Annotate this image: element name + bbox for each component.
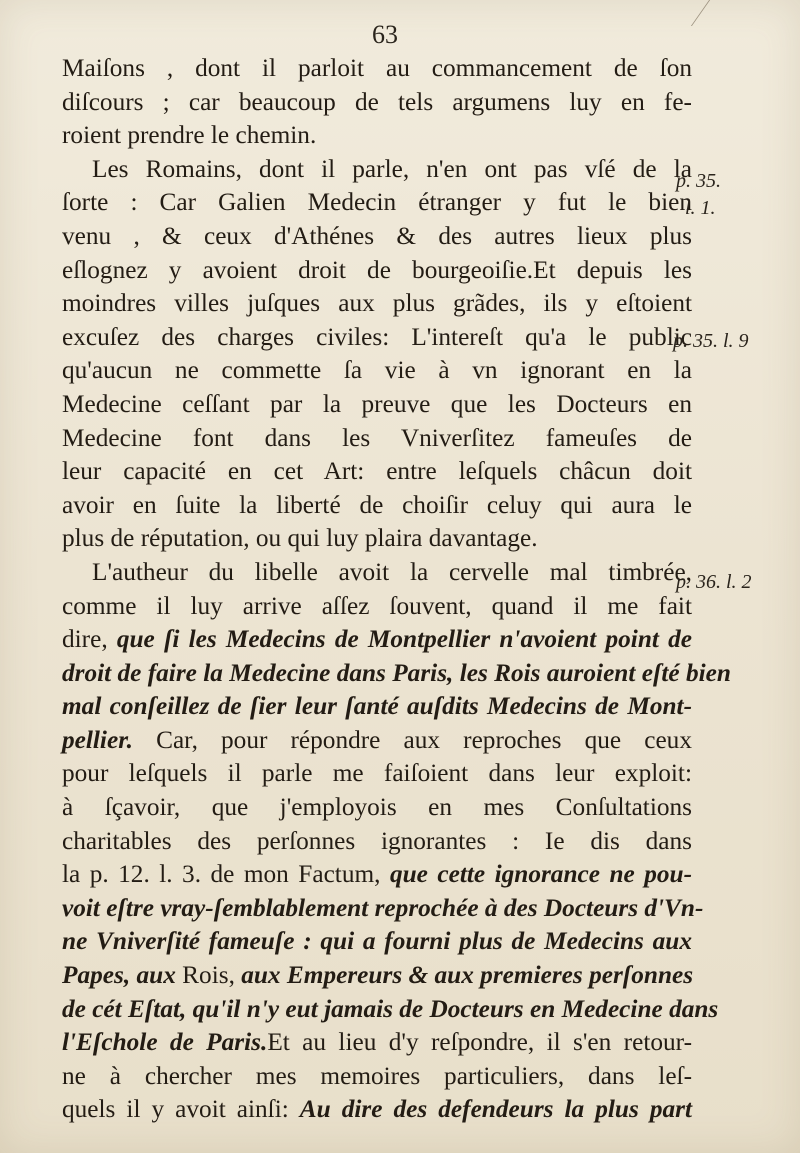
text-line: ne à chercher mes memoires particuliers, dans leſ- (62, 1061, 692, 1090)
roman-segment: Car, pour répondre aux reproches que ceux (156, 725, 692, 754)
roman-segment: dire, (62, 625, 117, 654)
text-line (62, 1026, 692, 1060)
italic-segment: Papes, aux (62, 961, 183, 990)
text-line: comme il luy arrive aſſez ſouvent, quand il me fait (62, 591, 692, 620)
italic-segment: ne Vniverſité fameuſe : qui a fourni plus de Medecins aux (62, 927, 692, 956)
text-line (62, 623, 692, 657)
text-line: Medecine ceſſant par la preuve que les Docteurs en (62, 389, 692, 418)
page-number: 63 (372, 20, 398, 49)
text-line: avoir en ſuite la liberté de choiſir celuy qui aura le (62, 490, 692, 519)
text-line: Medecine font dans les Vniverſitez fameuſes de (62, 423, 692, 452)
text-line: eſlognez y avoient droit de bourgeoiſie.Et depuis les (62, 255, 692, 284)
italic-segment: de cét Eſtat, qu'il n'y eut jamais de Docteurs en Medecine dans (62, 994, 719, 1023)
text-line: moindres villes juſques aux plus grãdes, ils y eſtoient (62, 289, 692, 318)
italic-segment: droit de faire la Medecine dans Paris, les Rois auroient eſté bien (62, 658, 731, 687)
italic-segment: voit eſtre vray-ſemblablement reprochée à des Docteurs d'Vn- (62, 893, 704, 922)
text-line (62, 959, 692, 993)
text-line (62, 1093, 692, 1127)
text-line: charitables des perſonnes ignorantes : Ie dis dans (62, 826, 692, 855)
text-line: Les Romains, dont il parle, n'en ont pas vſé de la (92, 154, 692, 183)
text-line (62, 858, 692, 892)
text-line: Maiſons , dont il parloit au commancement de ſon (62, 54, 692, 82)
italic-segment: pellier. (62, 725, 157, 754)
text-line (62, 724, 692, 758)
margin-note-l1: l. 1. (685, 197, 716, 219)
roman-segment: Rois, (182, 961, 242, 990)
italic-segment: aux Empereurs & aux premieres perſonnes (241, 961, 694, 990)
text-line (62, 892, 704, 926)
text-line: qu'aucun ne commette ſa vie à vn ignorant en la (62, 356, 692, 385)
text-line: roient prendre le chemin. (62, 121, 317, 150)
margin-note-p35: p. 35. (676, 170, 721, 192)
roman-segment: la p. 12. l. 3. de mon Factum, (62, 860, 390, 889)
roman-segment: Et au lieu d'y reſpondre, il s'en retour- (267, 1028, 692, 1057)
text-line (62, 690, 692, 724)
text-line: L'autheur du libelle avoit la cervelle mal timbrée, (92, 557, 692, 586)
text-line (62, 925, 692, 959)
text-line: plus de réputation, ou qui luy plaira davantage. (62, 524, 538, 553)
page-corner-mark (691, 0, 740, 26)
margin-note-p35-l9: p. 35. l. 9 (673, 330, 749, 352)
text-line: à ſçavoir, que j'employois en mes Conſultations (62, 793, 692, 822)
text-line: ſorte : Car Galien Medecin étranger y fut le bien (62, 188, 692, 217)
italic-segment: que ſi les Medecins de Montpellier n'avoient point de (116, 625, 692, 654)
text-line: leur capacité en cet Art: entre leſquels châcun doit (62, 457, 692, 486)
text-line (62, 993, 719, 1027)
text-line: venu , & ceux d'Athénes & des autres lieux plus (62, 221, 692, 250)
italic-segment: l'Eſchole de Paris. (62, 1028, 268, 1057)
text-line: diſcours ; car beaucoup de tels argumens luy en fe- (62, 87, 692, 116)
italic-segment: que cette ignorance ne pou- (389, 860, 692, 889)
roman-segment: quels il y avoit ainſi: (62, 1095, 300, 1124)
text-line: excuſez des charges civiles: L'intereſt qu'a le public (62, 322, 692, 351)
italic-segment: Au dire des defendeurs la plus part (299, 1095, 693, 1124)
text-line: pour leſquels il parle me faiſoient dans leur exploit: (62, 759, 692, 788)
text-line (62, 657, 731, 691)
margin-note-p36-l2: p. 36. l. 2 (676, 571, 752, 593)
italic-segment: mal conſeillez de ſier leur ſanté auſdits Medecins de Mont- (62, 692, 692, 721)
